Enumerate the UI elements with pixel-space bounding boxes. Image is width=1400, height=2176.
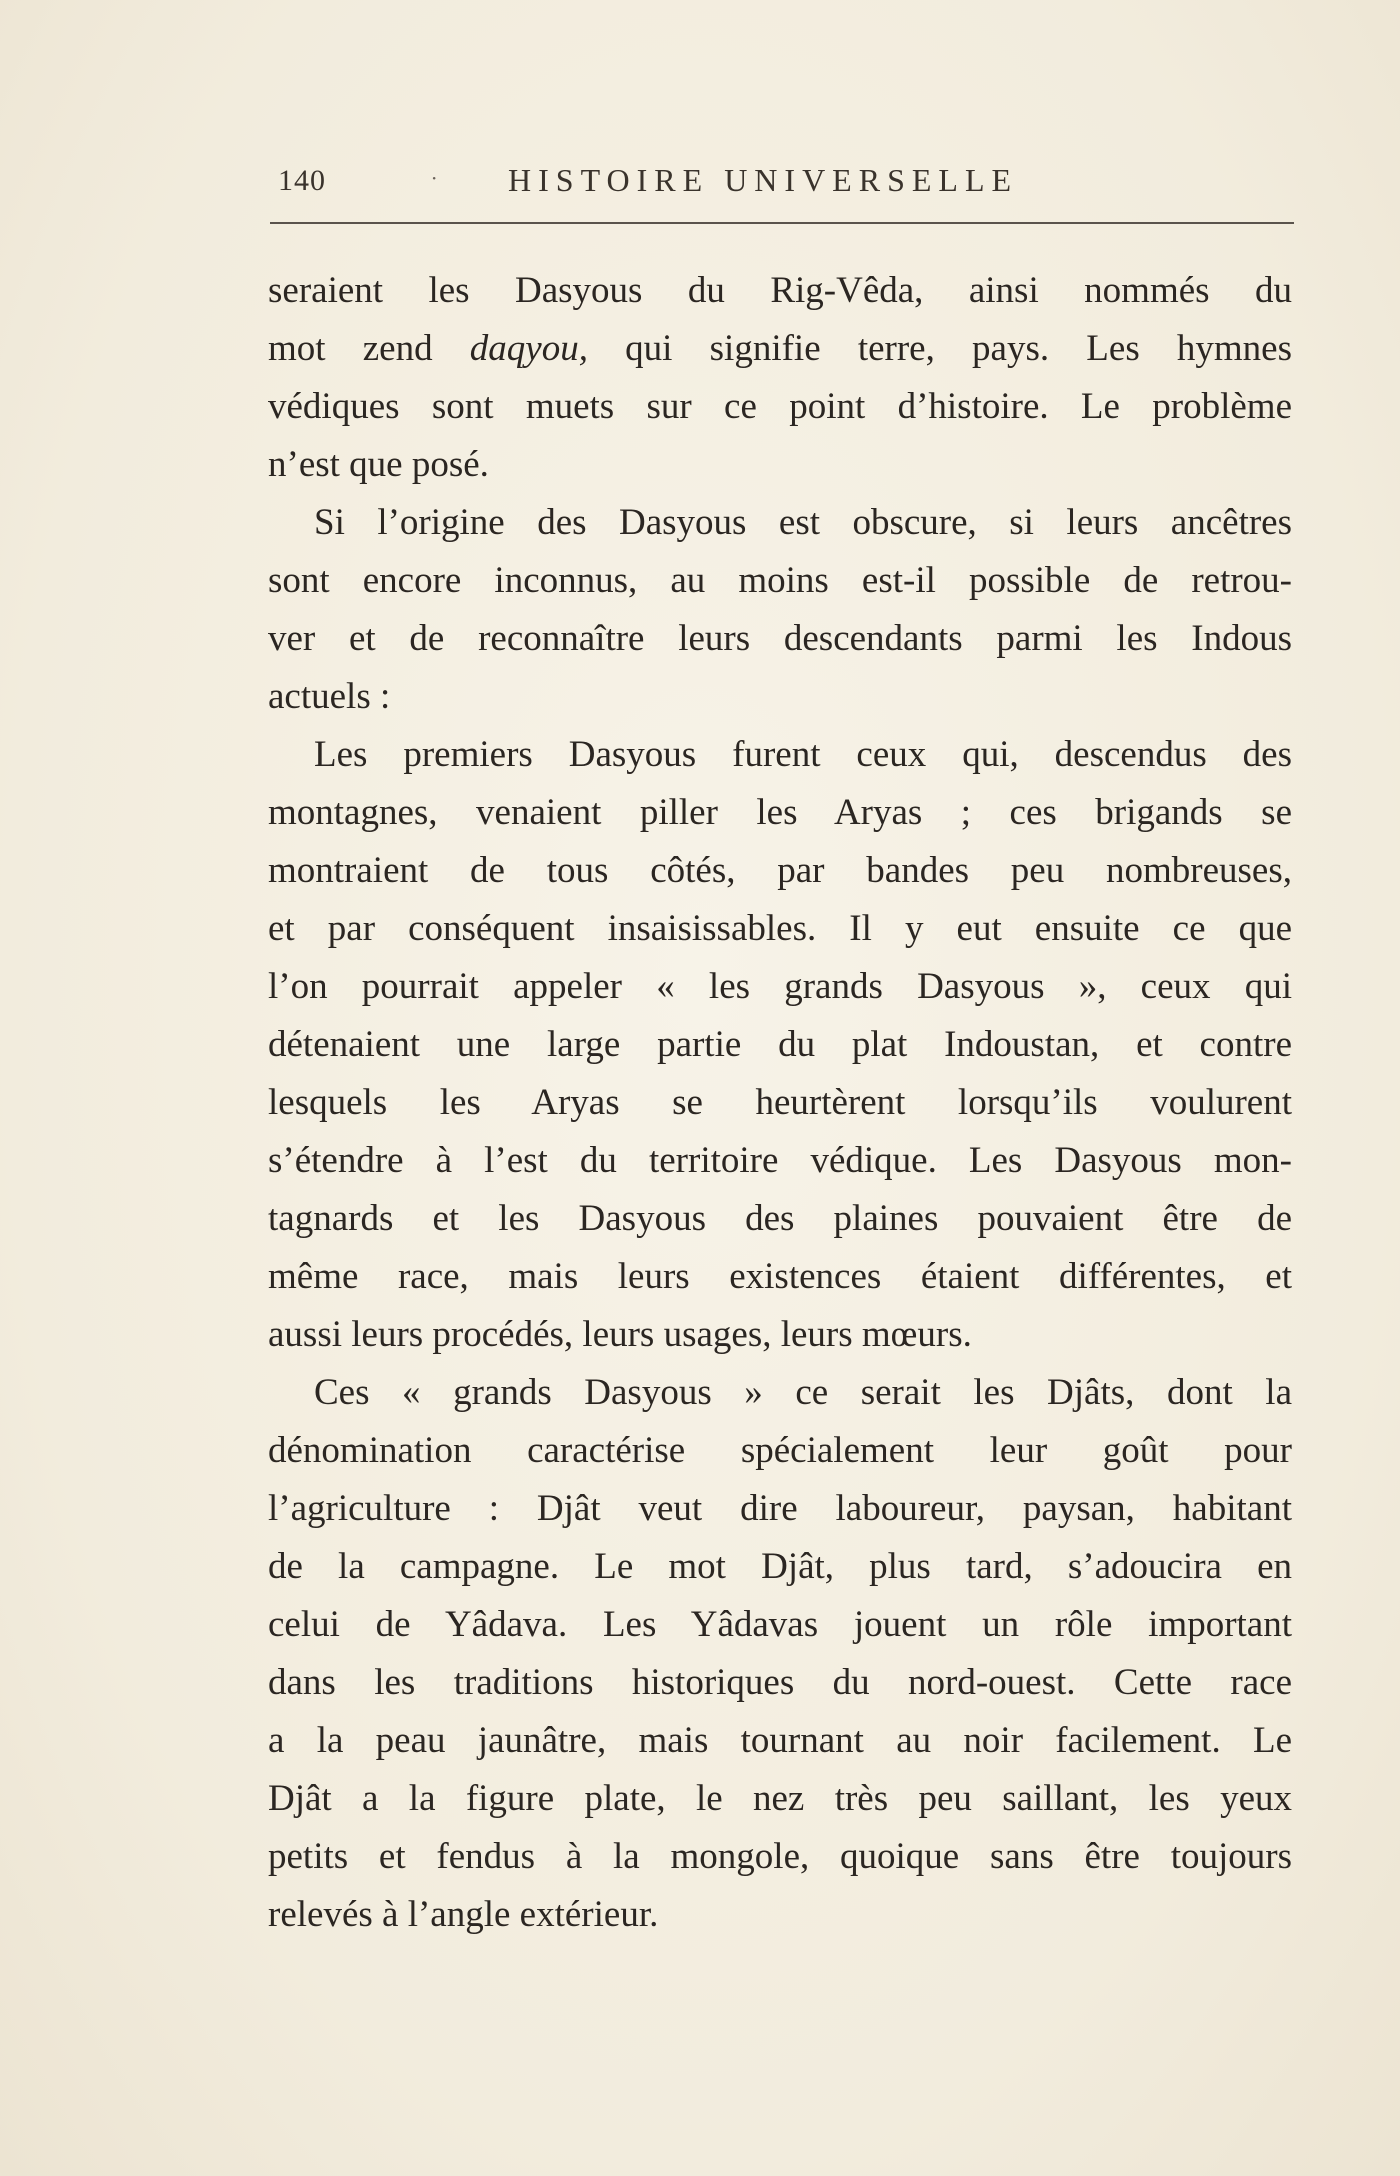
text-line: l’agriculture : Djât veut dire laboureur, paysan, habitant xyxy=(268,1488,1292,1529)
text-line: dénomination caractérise spécialement leur goût pour xyxy=(268,1430,1292,1471)
text-line: Djât a la figure plate, le nez très peu saillant, les yeux xyxy=(268,1778,1292,1819)
text-line: petits et fendus à la mongole, quoique sans être toujours xyxy=(268,1836,1292,1877)
text-line: ver et de reconnaître leurs descendants parmi les Indous xyxy=(268,618,1292,659)
body-text xyxy=(268,262,1292,1944)
text-line: celui de Yâdava. Les Yâdavas jouent un rôle important xyxy=(268,1604,1292,1645)
text-line: actuels : xyxy=(268,676,391,717)
text-segment: mot zend xyxy=(268,328,470,369)
text-line: tagnards et les Dasyous des plaines pouvaient être de xyxy=(268,1198,1292,1239)
text-line: Si l’origine des Dasyous est obscure, si leurs ancêtres xyxy=(314,502,1292,543)
text-line: Ces « grands Dasyous » ce serait les Djâts, dont la xyxy=(314,1372,1292,1413)
text-line: montagnes, venaient piller les Aryas ; ces brigands se xyxy=(268,792,1292,833)
text-line: s’étendre à l’est du territoire védique. Les Dasyous mon- xyxy=(268,1140,1292,1181)
text-line xyxy=(268,320,1292,378)
running-title: HISTOIRE UNIVERSELLE xyxy=(508,162,1019,198)
text-line: même race, mais leurs existences étaient différentes, et xyxy=(268,1256,1292,1297)
paragraph xyxy=(268,1364,1292,1944)
text-line: n’est que posé. xyxy=(268,444,489,485)
text-line: Les premiers Dasyous furent ceux qui, descendus des xyxy=(314,734,1292,775)
text-line: védiques sont muets sur ce point d’histoire. Le problème xyxy=(268,386,1292,427)
paragraph xyxy=(268,726,1292,1364)
page-header xyxy=(268,158,1292,206)
text-line: sont encore inconnus, au moins est-il possible de retrou- xyxy=(268,560,1292,601)
text-line: dans les traditions historiques du nord-ouest. Cette race xyxy=(268,1662,1292,1703)
header-rule xyxy=(270,222,1294,224)
paragraph xyxy=(268,262,1292,494)
page-number: 140 xyxy=(278,164,326,197)
paragraph xyxy=(268,494,1292,726)
text-line: montraient de tous côtés, par bandes peu nombreuses, xyxy=(268,850,1292,891)
text-line: a la peau jaunâtre, mais tournant au noir facilement. Le xyxy=(268,1720,1292,1761)
italic-term: daqyou, xyxy=(469,328,588,369)
header-separator: · xyxy=(431,166,438,190)
text-line: aussi leurs procédés, leurs usages, leurs mœurs. xyxy=(268,1314,972,1355)
text-line: de la campagne. Le mot Djât, plus tard, s’adoucira en xyxy=(268,1546,1292,1587)
text-line: l’on pourrait appeler « les grands Dasyous », ceux qui xyxy=(268,966,1292,1007)
text-line: seraient les Dasyous du Rig-Vêda, ainsi nommés du xyxy=(268,270,1292,311)
text-line: relevés à l’angle extérieur. xyxy=(268,1894,659,1935)
text-line: et par conséquent insaisissables. Il y eut ensuite ce que xyxy=(268,908,1292,949)
text-line: lesquels les Aryas se heurtèrent lorsqu’ils voulurent xyxy=(268,1082,1292,1123)
text-line: détenaient une large partie du plat Indoustan, et contre xyxy=(268,1024,1292,1065)
text-segment: qui signifie terre, pays. Les hymnes xyxy=(587,328,1293,369)
